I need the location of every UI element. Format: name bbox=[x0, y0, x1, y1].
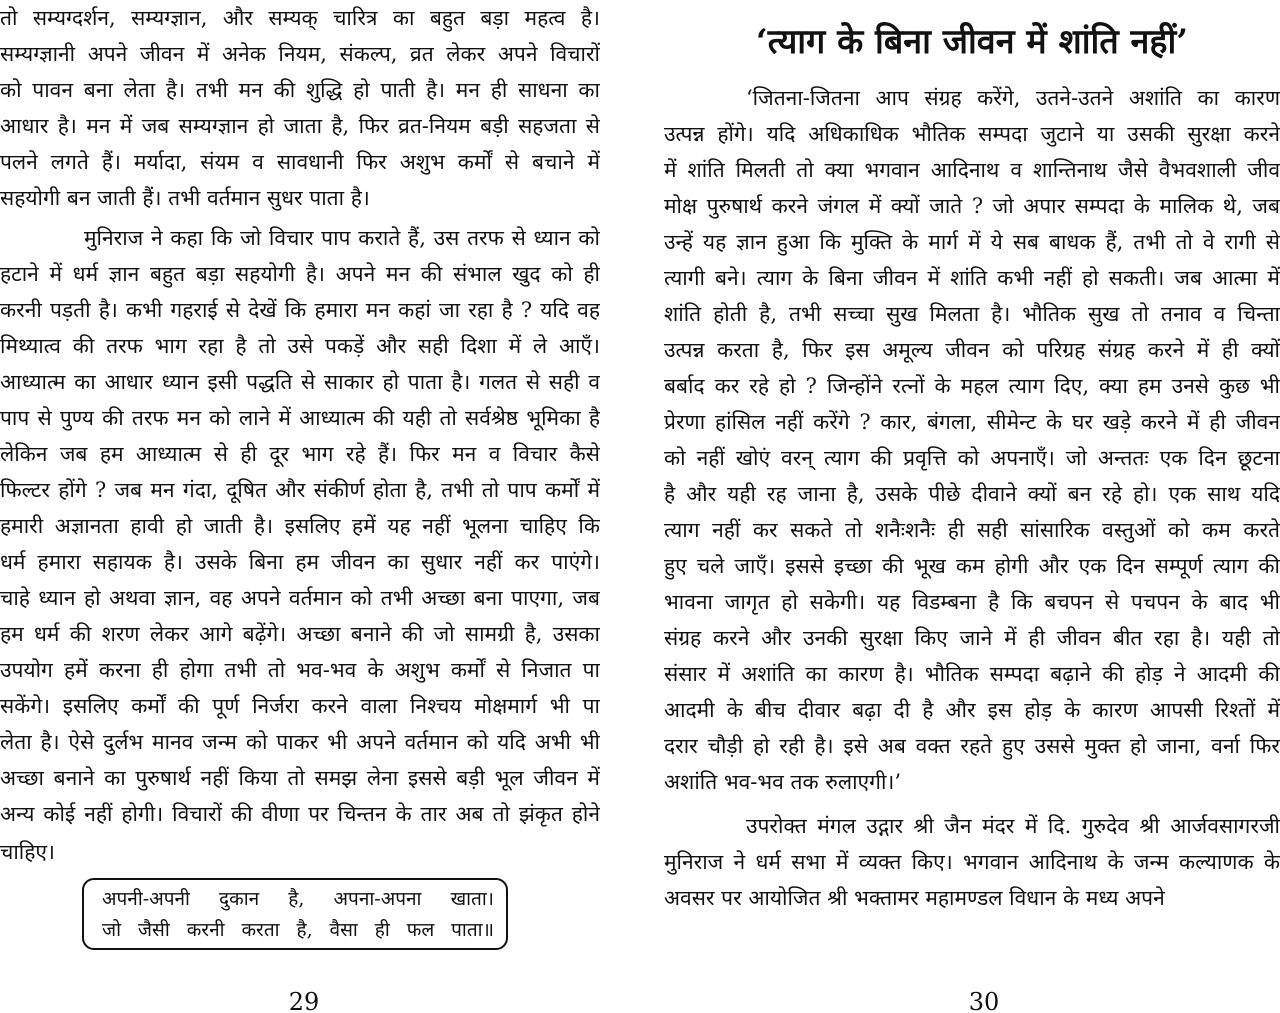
text-line: मोक्ष पुरुषार्थ करने जंगल में क्यों जाते ? जो अपार सम्पदा के मालिक थे, जब bbox=[664, 194, 1280, 218]
page-number: 29 bbox=[288, 988, 320, 1013]
text-line: हुए चले जाएँ। इससे इच्छा की भूख कम होगी और एक दिन सम्पूर्ण त्याग की bbox=[664, 554, 1280, 578]
text-line: लेकिन जब हम आध्यात्म से ही दूर भाग रहे हैं। फिर मन व विचार कैसे bbox=[0, 442, 600, 466]
verse-line: जो जैसी करनी करता है, वैसा ही फल पाता॥ bbox=[102, 919, 494, 941]
text-line: करनी पड़ती है। कभी गहराई से देखें कि हमारा मन कहां जा रहा है ? यदि वह bbox=[0, 298, 600, 322]
text-line: उपयोग हमें करना ही होगा तभी तो भव-भव के अशुभ कर्मों से निजात पा bbox=[0, 658, 600, 682]
page-number: 30 bbox=[968, 988, 1000, 1013]
paragraph-start-line: उपरोक्त मंगल उद्गार श्री जैन मंदर में दि. गुरुदेव श्री आर्जवसागरजी bbox=[746, 814, 1280, 838]
text-line: भावना जागृत हो सकेगी। यह विडम्बना है कि बचपन से पचपन के बाद भी bbox=[664, 590, 1280, 614]
text-line: आदमी के बीच दीवार बढ़ा दी है और इस होड़ के कारण आपसी रिश्तों में bbox=[664, 698, 1280, 722]
text-line: लेता है। ऐसे दुर्लभ मानव जन्म को पाकर भी अपने वर्तमान को यदि अभी भी bbox=[0, 730, 600, 754]
chapter-title: ‘त्याग के बिना जीवन में शांति नहीं’ bbox=[755, 22, 1189, 62]
text-line: त्यागी बने। त्याग के बिना जीवन में शांति कभी नहीं हो सकती। जब आत्मा में bbox=[664, 266, 1280, 290]
text-line: अशांति भव-भव तक रुलाएगी।’ bbox=[664, 770, 902, 794]
text-line: संग्रह करने और उनकी सुरक्षा किए जाने में ही जीवन बीत रहा है। यही तो bbox=[664, 626, 1280, 650]
paragraph-start-line: मुनिराज ने कहा कि जो विचार पाप कराते हैं, उस तरफ से ध्यान को bbox=[84, 226, 600, 250]
text-line: हम धर्म की शरण लेकर आगे बढ़ेंगे। अच्छा बनाने की जो सामग्री है, उसका bbox=[0, 622, 600, 646]
text-line: फिल्टर होंगे ? जब मन गंदा, दूषित और संकीर्ण होता है, तभी तो पाप कर्मों में bbox=[0, 478, 600, 502]
text-line: हमारी अज्ञानता हावी हो जाती है। इसलिए हमें यह नहीं भूलना चाहिए कि bbox=[0, 514, 600, 538]
right-page bbox=[664, 0, 1280, 1013]
text-line: में शांति मिलती तो क्या भगवान आदिनाथ व शान्तिनाथ जैसे वैभवशाली जीव bbox=[664, 158, 1280, 182]
text-line: उन्हें यह ज्ञान हुआ कि मुक्ति के मार्ग में ये सब बाधक हैं, तभी तो वे रागी से bbox=[664, 230, 1280, 254]
text-line: उत्पन्न होंगे। यदि अधिकाधिक भौतिक सम्पदा जुटाने या उसकी सुरक्षा करने bbox=[664, 122, 1280, 146]
text-line: हटाने में धर्म ज्ञान बहुत बड़ा सहयोगी है। अपने मन की संभाल खुद को ही bbox=[0, 262, 600, 286]
text-line: है और यही रह जाना है, उसके पीछे दीवाने क्यों बन रहे हो। एक साथ यदि bbox=[664, 482, 1280, 506]
left-page bbox=[0, 0, 612, 1013]
text-line: अवसर पर आयोजित श्री भक्तामर महामण्डल विधान के मध्य अपने bbox=[664, 886, 1165, 910]
text-line: बर्बाद कर रहे हो ? जिन्होंने रत्नों के महल त्याग दिए, क्या हम उनसे कुछ भी bbox=[664, 374, 1280, 398]
text-line: सम्यग्ज्ञानी अपने जीवन में अनेक नियम, संकल्प, व्रत लेकर अपने विचारों bbox=[0, 42, 600, 66]
text-line: को पावन बना लेता है। तभी मन की शुद्धि हो पाती है। मन ही साधना का bbox=[0, 78, 600, 102]
text-line: प्रेरणा हांसिल नहीं करेंगे ? कार, बंगला, सीमेन्ट के घर खड़े करने में ही जीवन bbox=[664, 410, 1280, 434]
text-line: अच्छा बनाने का पुरुषार्थ नहीं किया तो समझ लेना इससे बड़ी भूल जीवन में bbox=[0, 766, 600, 790]
verse-box bbox=[82, 878, 508, 950]
text-line: संसार में अशांति का कारण है। भौतिक सम्पदा बढ़ाने की होड़ ने आदमी की bbox=[664, 662, 1280, 686]
text-line: पाप से पुण्य की तरफ मन को लाने में आध्यात्म की यही तो सर्वश्रेष्ठ भूमिका है bbox=[0, 406, 600, 430]
text-line: आध्यात्म का आधार ध्यान इसी पद्धति से साकार हो पाता है। गलत से सही व bbox=[0, 370, 600, 394]
text-line: धर्म हमारा सहायक है। उसके बिना हम जीवन का सुधार नहीं कर पाएंगे। bbox=[0, 550, 600, 574]
text-line: तो सम्यग्दर्शन, सम्यग्ज्ञान, और सम्यक् चारित्र का बहुत बड़ा महत्व है। bbox=[0, 6, 600, 30]
paragraph-start-line: ‘जितना-जितना आप संग्रह करेंगे, उतने-उतने अशांति का कारण bbox=[746, 86, 1280, 110]
text-line: आधार है। मन में जब सम्यग्ज्ञान हो जाता है, फिर व्रत-नियम बड़ी सहजता से bbox=[0, 114, 600, 138]
text-line: त्याग नहीं कर सकते तो शनैःशनैः ही सही सांसारिक वस्तुओं को कम करते bbox=[664, 518, 1280, 542]
text-line: मुनिराज ने धर्म सभा में व्यक्त किए। भगवान आदिनाथ के जन्म कल्याणक के bbox=[664, 850, 1280, 874]
text-line: सहयोगी बन जाती हैं। तभी वर्तमान सुधर पाता है। bbox=[0, 186, 370, 210]
text-line: चाहे ध्यान हो अथवा ज्ञान, वह अपने वर्तमान को तभी अच्छा बना पाएगा, जब bbox=[0, 586, 600, 610]
text-line: दरार चौड़ी हो रही है। इसे अब वक्त रहते हुए उससे मुक्त हो जाना, वर्ना फिर bbox=[664, 734, 1280, 758]
text-line: पलने लगते हैं। मर्यादा, संयम व सावधानी फिर अशुभ कर्मों से बचाने में bbox=[0, 150, 600, 174]
verse-line: अपनी-अपनी दुकान है, अपना-अपना खाता। bbox=[102, 888, 494, 910]
text-line: उत्पन्न करता है, फिर इस अमूल्य जीवन को परिग्रह संग्रह करने में ही क्यों bbox=[664, 338, 1280, 362]
text-line: को नहीं खोएं वरन् त्याग की प्रवृत्ति को अपनाएँ। जो अन्ततः एक दिन छूटना bbox=[664, 446, 1280, 470]
text-line: मिथ्यात्व की तरफ भाग रहा है तो उसे पकड़ें और सही दिशा में ले आएँ। bbox=[0, 334, 600, 358]
text-line: शांति होती है, तभी सच्चा सुख मिलता है। भौतिक सुख तो तनाव व चिन्ता bbox=[664, 302, 1280, 326]
text-line: अन्य कोई नहीं होगी। विचारों की वीणा पर चिन्तन के तार अब तो झंकृत होने bbox=[0, 802, 600, 826]
text-line: सकेंगे। इसलिए कर्मों की पूर्ण निर्जरा करने वाला निश्चय मोक्षमार्ग भी पा bbox=[0, 694, 600, 718]
text-line: चाहिए। bbox=[0, 840, 55, 864]
